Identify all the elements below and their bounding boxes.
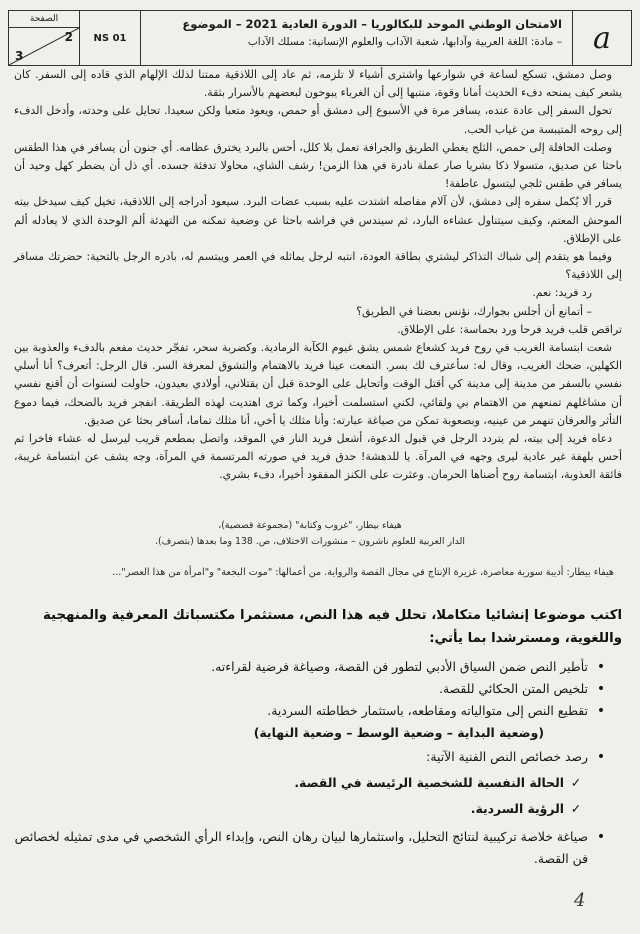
story-paragraph-2: تحول السفر إلى عادة عنده، يسافر مرة في الأسبوع إلى دمشق أو حمص، ويعود متعبا ولكن سعيدا. تحايل على وحدته، وأدخل الدفء إلى روحه المتيبسة من غياب الحب. <box>14 104 622 136</box>
exam-title: الامتحان الوطني الموحد للبكالوريا – الدورة العادية 2021 – الموضوع <box>182 17 562 31</box>
bullet-icon: • <box>596 681 606 697</box>
logo-icon: a <box>593 20 611 56</box>
page-number: 2 <box>64 30 73 44</box>
page-label: الصفحة <box>9 11 79 28</box>
task-instruction: اكتب موضوعا إنشائيا متكاملا، تحلل فيه هذا النص، مستثمرا مكتسباتك المعرفية والمنهجية واللغوية، ومسترشدا بما يأتي: <box>42 608 622 646</box>
author-note: هيفاء بيطار: أديبة سورية معاصرة، غزيرة الإنتاج في مجال القصة والرواية. من أعمالها: "موت البجعة" و"امرأة من هذا العصر"... <box>112 567 614 578</box>
list-item: • صياغة خلاصة تركيبية لنتائج التحليل، واستثمارها لبيان رهان النص، وإبداء الرأي الشخصي في مدى تمثيله لخصائص فن القصة. <box>14 826 614 870</box>
checkmark-icon: ✓ <box>570 775 582 790</box>
story-paragraph-1: وصل دمشق، تسكع لساعة في شوارعها واشترى أشياء لا تلزمه، ثم عاد إلى اللاذقية ممتنا لذلك الإلهام الذي قاده إلى السفر. كان يشعر كيف يمنحه دفء الحديث أمانا وقوة، منتبها إلى أن الغرباء يبوحون لبعضهم بالأسرار بثقة. <box>14 68 622 100</box>
story-paragraph-6: شعت ابتسامة الغريب في روح فريد كشعاع شمس يشق غيوم الكآبة الرمادية. وكضربة سحر، تفجّر حديث مفعم بالدفء والعذوبة بين الكهلين، ضحك الغريب، وقال له: سأعترف لك بسر. التمعت عينا فريد بالاهتمام والتشوق لمعرفة السر. قال الرجل: أتعرف؟ أنا أسلي نفسي بالسفر من مدينة إلى مدينة كي أقتل الوقت وأتحايل على الوحدة قبل أن يقتلاني، أولادي بعيدون، حاولت لسنوات أن أقنع نفسي أن مشاغلهم تمنعهم من الاهتمام بي ولقائي، لكني استسلمت أخيرا، وكما ترى اهتديت لهذه الطريقة. انفجر فريد بالضحك، فيما دموع التأثر والعرفان تنهمر من عينيه، وبصعوبة تمكن من صياغة عبارته: وأنا مثلك يا أخي، أنا مثلك تماما، أسافر بحثا عن صديق. <box>14 341 622 427</box>
source-line-2: الدار العربية للعلوم ناشرون – منشورات الاختلاف، ص. 138 وما بعدها (بتصرف). <box>155 536 465 547</box>
signature-mark: 4 <box>574 890 586 911</box>
exam-code: NS 01 <box>80 11 141 65</box>
dialog-line-2: – أتمانع أن أجلس بجوارك، نؤنس بعضنا في الطريق؟ <box>356 304 592 318</box>
feature-item: ✓ الرؤية السردية. <box>14 798 614 820</box>
page-total: 3 <box>15 49 24 63</box>
list-item: • رصد خصائص النص الفنية الآتية: <box>14 746 614 768</box>
list-item: • تأطير النص ضمن السياق الأدبي لتطور فن القصة، وصياغة فرضية لقراءته. <box>14 656 614 678</box>
story-paragraph-3: وصلت الحافلة إلى حمص، الثلج يغطي الطريق والجرافة تعمل بلا كلل، أحس بالبرد يخترق عظامه. أي جنون أن يسافر في هذا الطقس باحثا عن صديق، متسولا ذكا بشريا صار عملة نادرة في هذا الزمن! رشف الشاي، محاولا تدفئة جسده. أي ذل أن يضطر كهل وحيد أن يسافر في طقس ثلجي ليتسول عاطفة! <box>14 140 622 191</box>
page-number-box <box>9 11 80 65</box>
bullet-icon: • <box>596 659 606 675</box>
story-text <box>14 66 622 485</box>
segments-note: (وضعية البداية – وضعية الوسط – وضعية النهاية) <box>253 725 544 740</box>
dialog-line-3: تراقص قلب فريد فرحا ورد بحماسة: على الإطلاق. <box>397 322 622 336</box>
checkmark-icon: ✓ <box>570 801 582 816</box>
exam-header <box>8 10 632 66</box>
dialog-line-1: رد فريد: نعم. <box>532 286 592 300</box>
source-line-1: هيفاء بيطار، "غروب وكتابة" (مجموعة قصصية)، <box>218 520 402 531</box>
feature-item: ✓ الحالة النفسية للشخصية الرئيسة في القصة. <box>14 772 614 794</box>
story-paragraph-5: وفيما هو يتقدم إلى شباك التذاكر ليشتري بطاقة العودة، انتبه لرجل يماثله في العمر ويبتسم له، بادره الرجل بالتحية: حضرتك مسافر إلى اللاذقية؟ <box>14 250 622 282</box>
bullet-icon: • <box>596 703 606 719</box>
bullet-icon: • <box>596 749 606 765</box>
source-reference <box>100 518 520 550</box>
list-item: • تقطيع النص إلى متوالياته ومقاطعه، باستثمار خطاطته السردية. <box>14 700 614 722</box>
list-item: • تلخيص المتن الحكائي للقصة. <box>14 678 614 700</box>
story-paragraph-4: قرر ألا يُكمل سفره إلى دمشق، لأن آلام مفاصله اشتدت عليه بسبب عضات البرد. سيعود أدراجه إلى اللاذقية، تخيل كيف سيدخل بيته الموحش المعتم، وكيف سيتناول عشاءه البارد، ثم سيندس في فراشه باحثا عن وضعية تمكنه من التهدئة ألم الوحدة الذي لا يعادله ألم على الإطلاق. <box>14 195 622 245</box>
exam-title-box <box>141 11 573 65</box>
bullet-icon: • <box>596 829 606 845</box>
task-guidelines <box>14 656 614 870</box>
exam-subject: – مادة: اللغة العربية وآدابها، شعبة الآداب والعلوم الإنسانية: مسلك الآداب <box>247 36 562 48</box>
story-paragraph-7: دعاه فريد إلى بيته، لم يتردد الرجل في قبول الدعوة، أشعل فريد النار في الموقد، واتصل بمطعم قريب ليرسل له عشاء فاخرا ثم أحس بلهفة غير عادية ليرى وجهه في المرآة. يا للدهشة! حدق فريد في صورته المرتسمة في المرآة، وجه يشف عن ابتسامة غريبة، فائقة العذوبة، ابتسامة روح أضناها الحرمان. وعثرت على الكنز المفقود أخيرا، دفء بشري. <box>14 432 622 482</box>
